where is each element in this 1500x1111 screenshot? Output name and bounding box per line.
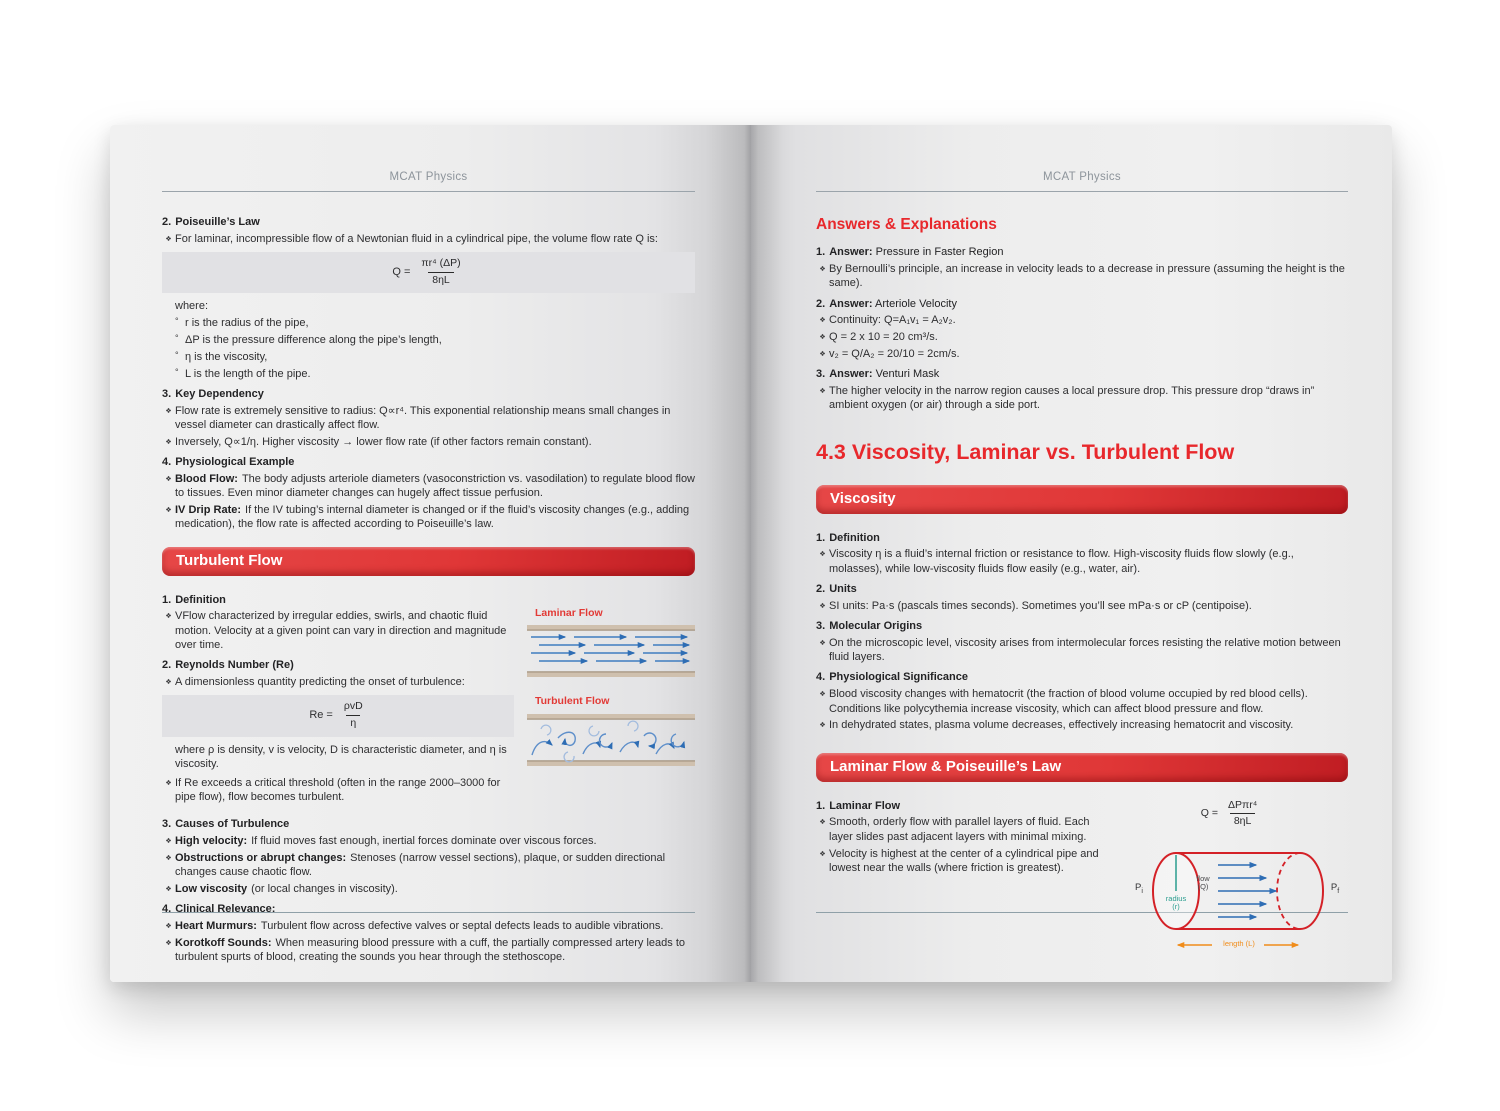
section-title-poiseuille: 2. Poiseuille’s Law bbox=[162, 216, 260, 228]
right-page bbox=[751, 125, 1392, 982]
section-title-causes: 3. Causes of Turbulence bbox=[162, 818, 290, 831]
bullet-item: ❖ Smooth, orderly flow with parallel layers of fluid. Each layer slides past adjacent layers with minimal mixing. bbox=[816, 815, 1111, 844]
section-title-definition: 1. Definition bbox=[162, 593, 226, 606]
section-title-viscosity-definition: 1. Definition bbox=[816, 531, 880, 544]
pressure-final-label: $P_f$ bbox=[1330, 881, 1340, 895]
flow-label: flow (Q) bbox=[1196, 873, 1210, 892]
right-page-content bbox=[816, 215, 1348, 971]
header-rule bbox=[162, 191, 695, 192]
turbulent-flow-diagram bbox=[527, 714, 695, 766]
formula-reynolds: Re = $\frac{\text{ρvD}}{\eta}$ bbox=[162, 695, 514, 736]
section-title-units: 2. Units bbox=[816, 582, 857, 595]
laminar-flow-label: Laminar Flow bbox=[535, 606, 603, 619]
bullet-item: ❖ Velocity is highest at the center of a cylindrical pipe and lowest near the walls (where friction is greatest). bbox=[816, 847, 1111, 876]
diamond-bullet-icon: ❖ bbox=[819, 334, 826, 342]
diamond-bullet-icon: ❖ bbox=[165, 838, 172, 846]
bullet-item: ❖ Blood viscosity changes with hematocrit (the fraction of blood volume occupied by red blood cells). Conditions like polycythemia increase viscosity, which can affect blood pressure and flow. bbox=[816, 687, 1348, 716]
left-page bbox=[110, 125, 751, 982]
where-item: ° ΔP is the pressure difference along the pipe’s length, bbox=[175, 332, 442, 346]
bullet-item: ❖ Q = 2 x 10 = 20 cm³/s. bbox=[816, 330, 1348, 344]
bullet-item: ❖ VFlow characterized by irregular eddies, swirls, and chaotic fluid motion. Velocity at a given point can vary in direction and magnitude over time. bbox=[162, 609, 514, 652]
where-item: ° η is the viscosity, bbox=[175, 349, 268, 363]
bullet-item: ❖ Blood Flow: The body adjusts arteriole diameters (vasoconstriction vs. vasodilation) to regulate blood flow to tissues. Even minor diameter changes can hugely affect tissue perfusion. bbox=[162, 472, 695, 501]
diamond-bullet-icon: ❖ bbox=[165, 885, 172, 893]
bullet-item: ❖ In dehydrated states, plasma volume decreases, effectively increasing hematocrit and viscosity. bbox=[816, 718, 1348, 732]
diamond-bullet-icon: ❖ bbox=[819, 850, 826, 858]
chapter-heading: 4.3 Viscosity, Laminar vs. Turbulent Flow bbox=[816, 439, 1235, 464]
bullet-item: ❖ Low viscosity (or local changes in viscosity). bbox=[162, 882, 695, 896]
answer-2-line: 2. Answer: Arteriole Velocity bbox=[816, 297, 957, 310]
circle-bullet-icon: ° bbox=[175, 316, 179, 327]
section-title-physiological-significance: 4. Physiological Significance bbox=[816, 671, 968, 684]
bullet-item: ❖ Obstructions or abrupt changes: Stenoses (narrow vessel sections), plaque, or sudden directional changes cause chaotic flow. bbox=[162, 851, 695, 880]
bullet-item: ❖ For laminar, incompressible flow of a Newtonian fluid in a cylindrical pipe, the volume flow rate Q is: bbox=[162, 232, 695, 246]
diamond-bullet-icon: ❖ bbox=[165, 780, 172, 788]
fraction: $\frac{\text{ρvD}}{\eta}$ bbox=[343, 700, 363, 729]
section-title-molecular-origins: 3. Molecular Origins bbox=[816, 620, 923, 633]
bullet-item: ❖ By Bernoulli’s principle, an increase in velocity leads to a decrease in pressure (assuming the height is the same). bbox=[816, 262, 1348, 291]
where-item: ° r is the radius of the pipe, bbox=[175, 316, 309, 330]
bullet-item: ❖ A dimensionless quantity predicting the onset of turbulence: bbox=[162, 675, 514, 689]
diamond-bullet-icon: ❖ bbox=[819, 317, 826, 325]
bullet-item: ❖ If Re exceeds a critical threshold (often in the range 2000–3000 for pipe flow), flow becomes turbulent. bbox=[162, 776, 514, 805]
fraction: $\frac{\text{ΔPπr⁴}}{8\eta L}$ bbox=[1227, 798, 1258, 828]
bullet-item: ❖ On the microscopic level, viscosity arises from intermolecular forces resisting the relative motion between fluid layers. bbox=[816, 636, 1348, 665]
diamond-bullet-icon: ❖ bbox=[165, 939, 172, 947]
diamond-bullet-icon: ❖ bbox=[819, 819, 826, 827]
circle-bullet-icon: ° bbox=[175, 366, 179, 377]
left-page-content bbox=[162, 215, 695, 967]
section-bar-laminar-flow: Laminar Flow & Poiseuille’s Law bbox=[816, 753, 1348, 782]
diamond-bullet-icon: ❖ bbox=[165, 475, 172, 483]
diamond-bullet-icon: ❖ bbox=[819, 691, 826, 699]
diamond-bullet-icon: ❖ bbox=[819, 388, 826, 396]
answer-1-line: 1. Answer: Pressure in Faster Region bbox=[816, 246, 1004, 259]
section-title-laminar-flow: 1. Laminar Flow bbox=[816, 799, 901, 812]
diamond-bullet-icon: ❖ bbox=[819, 265, 826, 273]
diamond-bullet-icon: ❖ bbox=[165, 613, 172, 621]
section-title-key-dependency: 3. Key Dependency bbox=[162, 387, 264, 400]
bullet-item: ❖ IV Drip Rate: If the IV tubing’s internal diameter is changed or if the fluid’s viscosity changes (e.g., adding medication), the flow rate is affected according to Poiseuille’s law. bbox=[162, 503, 695, 532]
formula-poiseuille: Q = $\frac{\text{πr⁴ (ΔP)}}{8\eta L}$ bbox=[162, 252, 695, 293]
bullet-item: ❖ Viscosity η is a fluid’s internal friction or resistance to flow. High-viscosity fluids flow slowly (e.g., molasses), while low-viscosity fluids flow easily (e.g., water, air). bbox=[816, 547, 1348, 576]
where-item: ° L is the length of the pipe. bbox=[175, 366, 311, 380]
section-bar-viscosity: Viscosity bbox=[816, 485, 1348, 514]
laminar-two-column bbox=[816, 799, 1348, 971]
laminar-flow-diagram bbox=[527, 625, 695, 677]
answer-3-line: 3. Answer: Venturi Mask bbox=[816, 368, 940, 381]
bullet-item: ❖ Inversely, Q∝1/η. Higher viscosity → lower flow rate (if other factors remain constant). bbox=[162, 435, 695, 449]
diamond-bullet-icon: ❖ bbox=[819, 602, 826, 610]
header-rule bbox=[816, 191, 1348, 192]
circle-bullet-icon: ° bbox=[175, 349, 179, 360]
bullet-item: ❖ Korotkoff Sounds: When measuring blood pressure with a cuff, the partially compressed artery leads to turbulent spurts of blood, creating the sounds you hear through the stethoscope. bbox=[162, 936, 695, 965]
section-title-clinical: 4. Clinical Relevance: bbox=[162, 903, 276, 916]
fraction: $\frac{\text{πr⁴ (ΔP)}}{8\eta L}$ bbox=[421, 257, 461, 286]
turbulent-two-column bbox=[162, 593, 695, 808]
section-bar-turbulent-flow: Turbulent Flow bbox=[162, 547, 695, 576]
page-header: MCAT Physics bbox=[389, 171, 468, 183]
bullet-item: ❖ Continuity: Q=A₁v₁ = A₂v₂. bbox=[816, 313, 1348, 327]
pressure-initial-label: $P_i$ bbox=[1135, 881, 1143, 895]
bullet-item: ❖ Flow rate is extremely sensitive to radius: Q∝r⁴. This exponential relationship means small changes in vessel diameter can drastically affect flow. bbox=[162, 404, 695, 433]
bullet-item: ❖ Heart Murmurs: Turbulent flow across defective valves or septal defects leads to audible vibrations. bbox=[162, 919, 695, 933]
diamond-bullet-icon: ❖ bbox=[165, 235, 172, 243]
diamond-bullet-icon: ❖ bbox=[819, 722, 826, 730]
section-title-reynolds: 2. Reynolds Number (Re) bbox=[162, 659, 294, 672]
section-title-physiological-example: 4. Physiological Example bbox=[162, 456, 295, 469]
page-header: MCAT Physics bbox=[1043, 171, 1121, 183]
radius-label: radius (r) bbox=[1165, 893, 1187, 912]
flow-diagrams-column bbox=[527, 593, 695, 808]
diamond-bullet-icon: ❖ bbox=[165, 679, 172, 687]
diamond-bullet-icon: ❖ bbox=[165, 438, 172, 446]
diamond-bullet-icon: ❖ bbox=[165, 854, 172, 862]
circle-bullet-icon: ° bbox=[175, 332, 179, 343]
book-spread bbox=[110, 125, 1392, 982]
pipe-diagram-column bbox=[1120, 799, 1348, 971]
diamond-bullet-icon: ❖ bbox=[165, 407, 172, 415]
diamond-bullet-icon: ❖ bbox=[819, 639, 826, 647]
bullet-item: ❖ High velocity: If fluid moves fast enough, inertial forces dominate over viscous forces. bbox=[162, 834, 695, 848]
formula-poiseuille-diagram: Q = $\frac{\text{ΔPπr⁴}}{8\eta L}$ bbox=[1156, 799, 1306, 829]
diamond-bullet-icon: ❖ bbox=[165, 923, 172, 931]
length-label: length (L) bbox=[1223, 938, 1255, 948]
turbulent-flow-label: Turbulent Flow bbox=[535, 695, 610, 708]
answers-title: Answers & Explanations bbox=[816, 216, 997, 233]
bullet-item: ❖ SI units: Pa·s (pascals times seconds). Sometimes you’ll see mPa·s or cP (centipoise). bbox=[816, 599, 1348, 613]
bullet-item: ❖ The higher velocity in the narrow region causes a local pressure drop. This pressure drop “draws in” ambient oxygen (or air) through a side port. bbox=[816, 384, 1348, 413]
diamond-bullet-icon: ❖ bbox=[819, 551, 826, 559]
where-label: where: bbox=[175, 300, 209, 313]
bullet-item: ❖ v₂ = Q/A₂ = 20/10 = 2cm/s. bbox=[816, 347, 1348, 361]
diamond-bullet-icon: ❖ bbox=[165, 506, 172, 514]
reynolds-where: where ρ is density, v is velocity, D is characteristic diameter, and η is viscosity. bbox=[175, 743, 507, 770]
diamond-bullet-icon: ❖ bbox=[819, 350, 826, 358]
